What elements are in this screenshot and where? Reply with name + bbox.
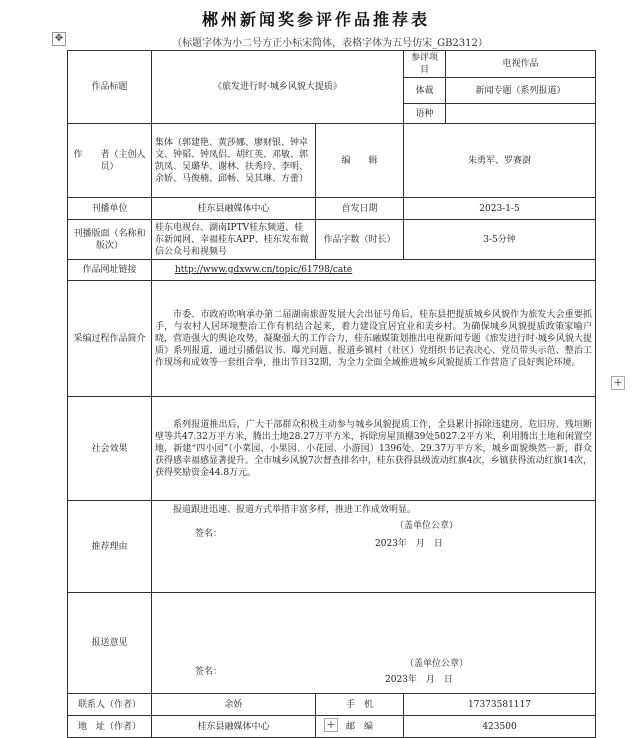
effect-value[interactable]: 系列报道推出后，广大干部群众积极主动参与城乡风貌提质工作，全县累计拆除违建房、危旧房、残垣断壁等共47.32万平方米，腾出土地28.27万平方米，拆除房屋顶棚39处5027.2平方米，利用腾出土地和闲置空地，新建“四小园”（小菜园、小果园、小花园、小游园）1396处、29.37万平方米，城乡面貌焕然一新，群众获得感幸福感显著提升。全市城乡风貌7次督查排名中，桂东获得县级流动红旗4次，乡镇获得流动红旗14次，获得奖励资金44.8万元。: [152, 397, 596, 501]
add-row-plus-icon[interactable]: +: [611, 376, 625, 390]
author-value[interactable]: 集体（郭建艳、黄莎娜、廖财银、钟卓文、钟韬、钟凤侣、胡红英、邓敏、郭凯凤、吴璐华、谢林、扶秀玲、李明、余娇、马俊楠、邱畅、吴其琳、方蕾）: [152, 124, 316, 198]
category-value[interactable]: 电视作品: [446, 51, 596, 78]
editor-value[interactable]: 朱勇军、罗赛澍: [404, 124, 596, 198]
title-label: 作品标题: [68, 51, 152, 124]
reason-sign-label: 签名：: [195, 529, 223, 539]
layout-label: 刊播版面（名称和版次）: [68, 220, 152, 260]
reason-date: 2023年 月 日: [375, 539, 443, 549]
link-label: 作品网址链接: [68, 260, 152, 281]
recommendation-form-table: [67, 50, 596, 738]
process-value[interactable]: 市委、市政府吹响承办第二届湖南旅游发展大会出征号角后，桂东县把提质城乡风貌作为旅发大会重要抓手，与农村人居环境整治工作有机结合起来，着力建设宜居宜业和美乡村。为确保城乡风貌提质政策家喻户晓，营造强大的舆论攻势，凝聚强大的工作合力，桂东融媒策划推出电视新闻专题《旅发进行时·城乡风貌大提质》系列报道，通过引播倡议书、曝光问题、报道乡镇村（社区）党组织书记表决心、党员带头示范、整治工作现场和成效等一套组合拳，推出节目32期，为全力全面全域推进城乡风貌提质工作营造了良好舆论环境。: [152, 281, 596, 397]
work-link[interactable]: http://www.gdxww.cn/topic/61798/cate: [175, 265, 353, 275]
reason-value[interactable]: 报道跟进迅速、报道方式举措丰富多样，推进工作成效明显。: [173, 505, 417, 515]
address-label: 地 址（作者）: [68, 716, 152, 738]
page-subtitle: （标题字体为小二号方正小标宋简体，表格字体为五号仿宋_GB2312）: [172, 38, 488, 49]
reason-seal: （盖单位公章）: [395, 521, 459, 531]
category-label: 参评项目: [404, 51, 446, 78]
unit-label: 刊播单位: [68, 198, 152, 220]
contact-label: 联系人（作者）: [68, 694, 152, 716]
opinion-sign-label: 签名：: [195, 667, 223, 677]
zip-value[interactable]: 423500: [404, 716, 596, 738]
opinion-seal: （盖单位公章）: [405, 659, 469, 669]
move-handle-icon[interactable]: ✥: [52, 32, 66, 46]
zip-label: 邮 编: [316, 716, 404, 738]
date-value[interactable]: 2023-1-5: [404, 198, 596, 220]
phone-label: 手 机: [316, 694, 404, 716]
process-label: 采编过程作品简介: [68, 281, 152, 397]
title-value[interactable]: 《旅发进行时·城乡风貌大提质》: [152, 51, 404, 124]
genre-value[interactable]: 新闻专题（系列报道）: [446, 78, 596, 104]
layout-value[interactable]: 桂东电视台、湖南IPTV桂东频道、桂东新闻网、幸福桂东APP、桂东发布微信公众号和视频号: [152, 220, 316, 260]
editor-label: 编 辑: [316, 124, 404, 198]
language-label: 语种: [404, 104, 446, 124]
length-value[interactable]: 3-5分钟: [404, 220, 596, 260]
page-title: 郴州新闻奖参评作品推荐表: [201, 10, 430, 29]
add-row-bottom-plus-icon[interactable]: +: [324, 718, 338, 732]
unit-value[interactable]: 桂东县融媒体中心: [152, 198, 316, 220]
opinion-date: 2023年 月 日: [385, 675, 453, 685]
length-label: 作品字数（时长）: [316, 220, 404, 260]
genre-label: 体裁: [404, 78, 446, 104]
link-cell: [152, 260, 596, 281]
effect-label: 社会效果: [68, 397, 152, 501]
address-value[interactable]: 桂东县融媒体中心: [152, 716, 316, 738]
author-label: 作 者（主创人员）: [68, 124, 152, 198]
language-value[interactable]: [446, 104, 596, 124]
contact-value[interactable]: 余娇: [152, 694, 316, 716]
opinion-label: 报送意见: [68, 593, 152, 694]
opinion-cell[interactable]: [152, 593, 596, 694]
phone-value[interactable]: 17373581117: [404, 694, 596, 716]
reason-cell: [152, 501, 596, 593]
date-label: 首发日期: [316, 198, 404, 220]
reason-label: 推荐理由: [68, 501, 152, 593]
